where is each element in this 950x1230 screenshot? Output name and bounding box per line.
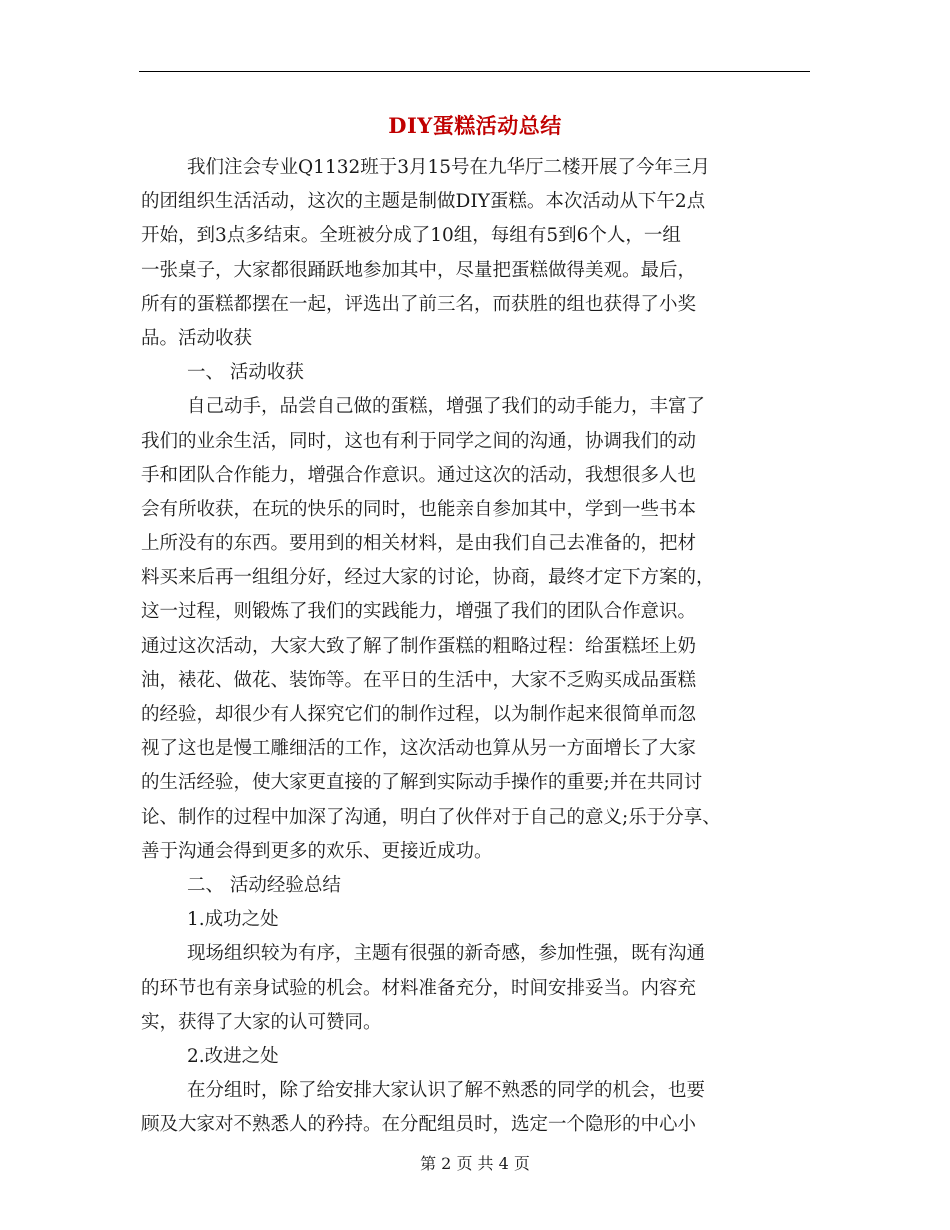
subsection-heading-success: 1.成功之处 — [187, 909, 279, 931]
body-line: 品。活动收获 — [141, 327, 253, 349]
body-line: 我们的业余生活，同时，这也有利于同学之间的沟通，协调我们的动 — [141, 430, 697, 452]
body-line: 的经验，却很少有人探究它们的制作过程，以为制作起来很简单而忽 — [141, 704, 697, 725]
body-line: 顾及大家对不熟悉人的矜持。在分配组员时，选定一个隐形的中心小 — [141, 1114, 697, 1136]
body-line: 的生活经验，使大家更直接的了解到实际动手操作的重要;并在共同讨 — [141, 772, 703, 794]
document-title: DIY蛋糕活动总结 — [388, 113, 562, 138]
page-number-footer: 第 2 页 共 4 页 — [420, 1154, 530, 1173]
body-line: 料买来后再一组组分好，经过大家的讨论，协商，最终才定下方案的， — [141, 567, 715, 589]
body-line: 手和团队合作能力，增强合作意识。通过这次的活动，我想很多人也 — [141, 464, 697, 486]
body-line: 上所没有的东西。要用到的相关材料，是由我们自己去准备的，把材 — [141, 533, 697, 555]
body-line: 通过这次活动，大家大致了解了制作蛋糕的粗略过程：给蛋糕坯上奶 — [141, 635, 697, 657]
body-line: 油，裱花、做花、装饰等。在平日的生活中，大家不乏购买成品蛋糕 — [141, 669, 697, 691]
section-heading-2: 二、 活动经验总结 — [187, 874, 341, 896]
body-line: 我们注会专业Q1132班于3月15号在九华厅二楼开展了今年三月 — [187, 157, 711, 178]
body-line: 现场组织较为有序，主题有很强的新奇感，参加性强，既有沟通 — [187, 943, 706, 965]
header-rule — [139, 71, 810, 72]
body-line: 视了这也是慢工雕细活的工作，这次活动也算从另一方面增长了大家 — [141, 738, 697, 760]
body-line: 开始，到3点多结束。全班被分成了10组，每组有5到6个人，一组 — [141, 225, 681, 247]
body-line: 善于沟通会得到更多的欢乐、更接近成功。 — [141, 840, 493, 862]
body-line: 会有所收获，在玩的快乐的同时，也能亲自参加其中，学到一些书本 — [141, 498, 697, 520]
body-line: 在分组时，除了给安排大家认识了解不熟悉的同学的机会，也要 — [187, 1080, 706, 1102]
document-body — [141, 151, 813, 1142]
body-line: 一张桌子，大家都很踊跃地参加其中，尽量把蛋糕做得美观。最后， — [141, 259, 697, 281]
body-line: 的团组织生活活动，这次的主题是制做DIY蛋糕。本次活动从下午2点 — [141, 191, 706, 213]
body-line: 这一过程，则锻炼了我们的实践能力，增强了我们的团队合作意识。 — [141, 601, 697, 623]
section-heading-1: 一、 活动收获 — [187, 362, 304, 384]
body-line: 的环节也有亲身试验的机会。材料准备充分，时间安排妥当。内容充 — [141, 977, 697, 999]
body-line: 实，获得了大家的认可赞同。 — [141, 1011, 382, 1033]
body-line: 所有的蛋糕都摆在一起，评选出了前三名，而获胜的组也获得了小奖 — [141, 293, 697, 315]
body-line: 自己动手，品尝自己做的蛋糕，增强了我们的动手能力，丰富了 — [187, 396, 706, 418]
body-line: 论、制作的过程中加深了沟通，明白了伙伴对于自己的意义;乐于分享、 — [141, 806, 721, 828]
subsection-heading-improvement: 2.改进之处 — [187, 1045, 279, 1067]
